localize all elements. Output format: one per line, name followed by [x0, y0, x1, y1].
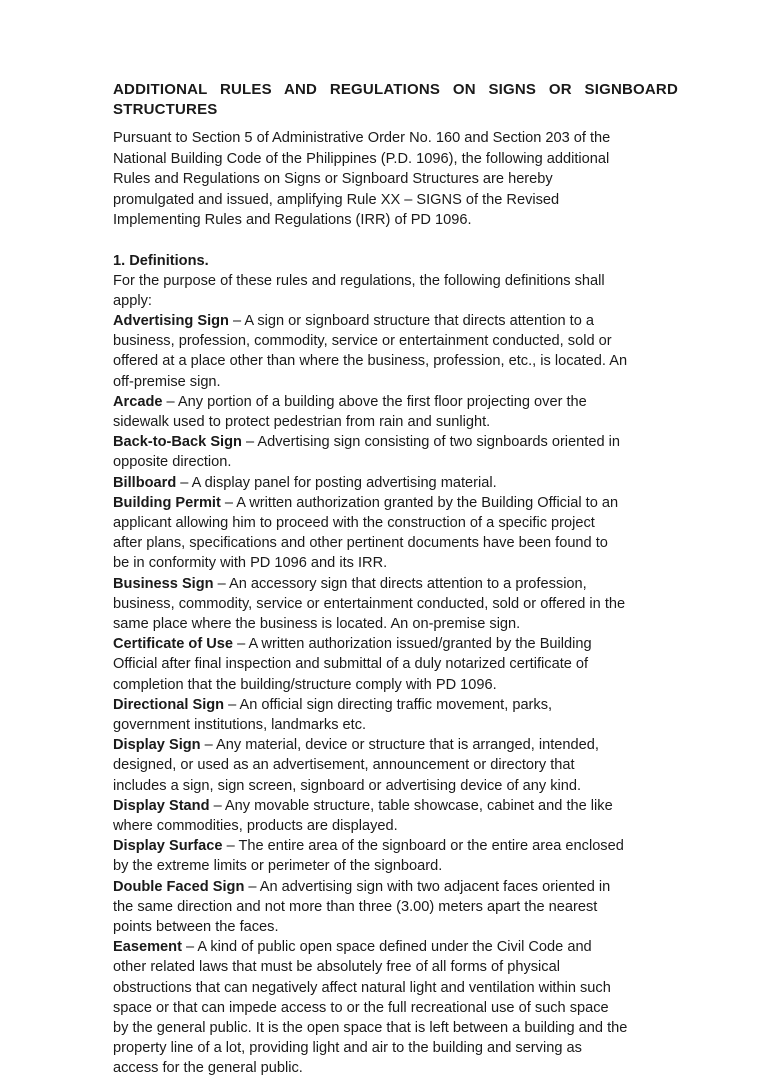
definition-item	[113, 432, 628, 472]
definition-term: Certificate of Use	[113, 636, 234, 653]
document-title: ADDITIONAL RULES AND REGULATIONS ON SIGNS OR SIGNBOARD STRUCTURES	[113, 81, 678, 118]
definition-text: – A written authorization granted by the Building Official to an applicant allowing him to proceed with the construction of a specific project after plans, specifications and other pertinent documents have been found to be in conformity with PD 1096 and its IRR.	[113, 494, 619, 572]
definition-item	[113, 937, 628, 1078]
definition-text: – A kind of public open space defined under the Civil Code and other related laws that must be absolutely free of all forms of physical obstructions that can negatively affect natural light and ventilation within such space or that can impede access to or the full recreational use of such space by the general public. It is the open space that is left between a building and the property line of a lot, providing light and air to the building and serving as access for the general public.	[113, 939, 628, 1077]
definition-term: Display Stand	[113, 797, 210, 814]
definition-term: Billboard	[113, 474, 177, 491]
definition-term: Advertising Sign	[113, 312, 229, 329]
definition-item	[113, 695, 628, 735]
definition-item	[113, 574, 628, 635]
definition-term: Business Sign	[113, 575, 214, 592]
definition-term: Building Permit	[113, 494, 221, 511]
definition-text: – Any portion of a building above the first floor projecting over the sidewalk used to protect pedestrian from rain and sunlight.	[113, 393, 587, 430]
definition-term: Double Faced Sign	[113, 878, 245, 895]
definition-text: – Any movable structure, table showcase, cabinet and the like where commodities, products are displayed.	[113, 797, 613, 834]
definition-item	[113, 493, 628, 574]
definition-item	[113, 877, 628, 938]
definition-term: Display Sign	[113, 737, 201, 754]
definition-item	[113, 796, 628, 836]
definition-text: – A sign or signboard structure that directs attention to a business, profession, commodity, service or entertainment conducted, sold or offered at a place other than where the business, profession, etc., is located. An off-premise sign.	[113, 312, 628, 390]
definition-item	[113, 735, 628, 796]
definition-term: Back-to-Back Sign	[113, 434, 242, 451]
definition-text: – A written authorization issued/granted by the Building Official after final inspection and submittal of a duly notarized certificate of completion that the building/structure comply with PD 1096.	[113, 636, 592, 693]
definition-item	[113, 473, 628, 493]
definition-item	[113, 392, 628, 432]
intro-paragraph: Pursuant to Section 5 of Administrative Order No. 160 and Section 203 of the National Building Code of the Philippines (P.D. 1096), the following additional Rules and Regulations on Signs or Signboard Structures are hereby promulgated and issued, amplifying Rule XX – SIGNS of the Revised Implementing Rules and Regulations (IRR) of PD 1096.	[113, 130, 611, 228]
definition-text: – Advertising sign consisting of two signboards oriented in opposite direction.	[113, 434, 620, 471]
section-heading: 1. Definitions.	[113, 252, 209, 269]
document-page	[113, 80, 678, 1079]
definition-term: Display Surface	[113, 838, 223, 855]
definition-text: – Any material, device or structure that is arranged, intended, designed, or used as an advertisement, announcement or directory that includes a sign, sign screen, signboard or advertising device of any kind.	[113, 737, 599, 794]
definition-term: Arcade	[113, 393, 163, 410]
section-lead: For the purpose of these rules and regulations, the following definitions shall apply:	[113, 272, 605, 309]
definition-term: Directional Sign	[113, 696, 225, 713]
definition-item	[113, 311, 628, 392]
definition-text: – An advertising sign with two adjacent faces oriented in the same direction and not more than three (3.00) meters apart the nearest points between the faces.	[113, 878, 611, 935]
definition-text: – The entire area of the signboard or the entire area enclosed by the extreme limits or perimeter of the signboard.	[113, 838, 624, 875]
definition-text: – An accessory sign that directs attention to a profession, business, commodity, service or entertainment conducted, sold or offered in the same place where the business is located. An on-premise sign.	[113, 575, 626, 632]
definitions-list	[113, 311, 628, 1079]
definition-item	[113, 836, 628, 876]
definition-text: – An official sign directing traffic movement, parks, government institutions, landmarks etc.	[113, 696, 553, 733]
definition-item	[113, 634, 628, 695]
definition-term: Easement	[113, 939, 182, 956]
definition-text: – A display panel for posting advertising material.	[176, 474, 497, 491]
